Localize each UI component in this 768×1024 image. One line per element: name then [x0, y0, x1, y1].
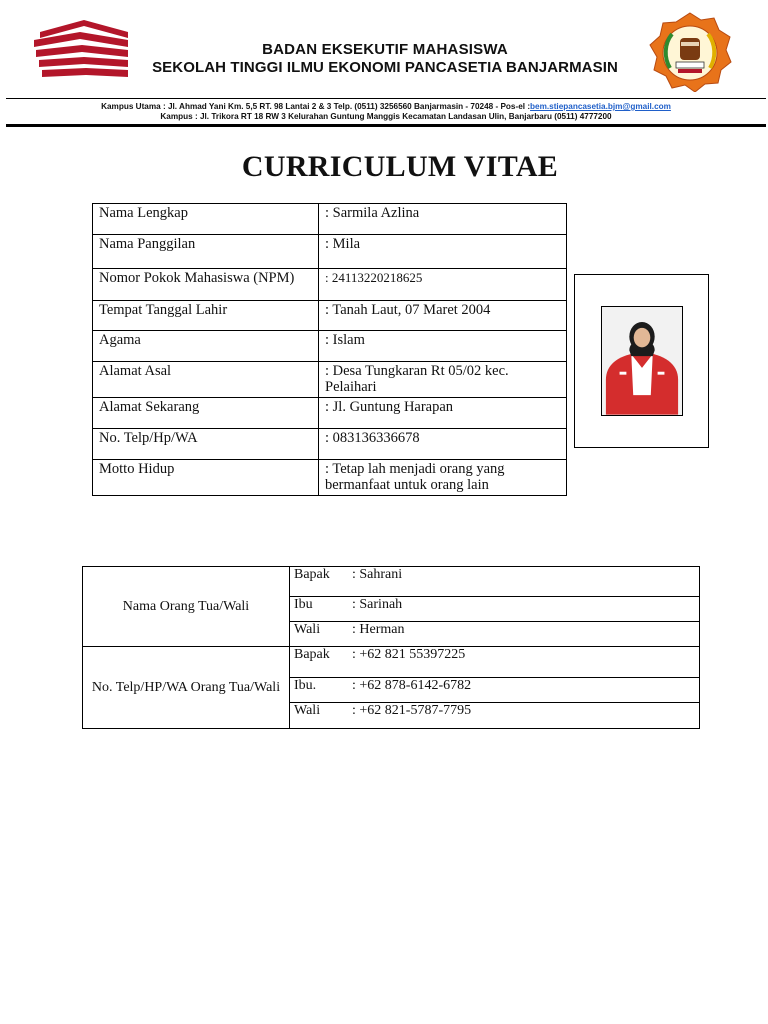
row-value: : Islam	[319, 331, 567, 362]
parent-phone-cell: Wali : +62 821-5787-7795	[290, 703, 700, 729]
address-main-campus	[6, 102, 766, 111]
parents-phones-label: No. Telp/HP/WA Orang Tua/Wali	[83, 647, 290, 729]
table-row	[93, 204, 567, 235]
table-row	[93, 269, 567, 301]
table-row	[83, 567, 700, 597]
parent-phone-cell: Ibu. : +62 878-6142-6782	[290, 678, 700, 703]
bem-building-logo	[30, 18, 132, 80]
table-row	[93, 301, 567, 331]
row-label: Tempat Tanggal Lahir	[93, 301, 319, 331]
value-line-continued: Pelaihari	[325, 379, 377, 395]
row-label: Alamat Asal	[93, 362, 319, 398]
row-value: : Mila	[319, 235, 567, 269]
table-row	[93, 460, 567, 496]
personal-data-table	[92, 203, 567, 496]
row-value: : 083136336678	[319, 429, 567, 460]
table-row	[93, 362, 567, 398]
row-label: Motto Hidup	[93, 460, 319, 496]
address-main-text: Kampus Utama : Jl. Ahmad Yani Km. 5,5 RT. 98 Lantai 2 & 3 Telp. (0511) 3256560 Banjarmasin - 70248 - Pos-el :	[101, 102, 531, 111]
parent-name-cell: Bapak : Sahrani	[290, 567, 700, 597]
parents-table	[82, 566, 700, 729]
parent-name-cell: Ibu : Sarinah	[290, 597, 700, 622]
profile-photo	[601, 306, 683, 416]
parent-name-cell: Wali : Herman	[290, 622, 700, 647]
row-label: No. Telp/Hp/WA	[93, 429, 319, 460]
row-label: Nama Panggilan	[93, 235, 319, 269]
organization-name: BADAN EKSEKUTIF MAHASISWA	[262, 41, 508, 58]
row-label: Alamat Sekarang	[93, 398, 319, 429]
table-row	[93, 235, 567, 269]
value-line: : Desa Tungkaran Rt 05/02 kec.	[325, 363, 509, 379]
header-divider-thin	[6, 98, 766, 99]
address-second-campus: Kampus : Jl. Trikora RT 18 RW 3 Kelurahan Guntung Manggis Kecamatan Landasan Ulin, Banjarbaru (0511) 4777200	[160, 112, 612, 121]
table-row	[83, 647, 700, 678]
table-row	[93, 398, 567, 429]
row-value: : Jl. Guntung Harapan	[319, 398, 567, 429]
row-value: : Sarmila Azlina	[319, 204, 567, 235]
value-line-continued: bermanfaat untuk orang lain	[325, 477, 489, 493]
row-value	[319, 362, 567, 398]
row-value: : Tanah Laut, 07 Maret 2004	[319, 301, 567, 331]
email-link[interactable]: bem.stiepancasetia.bjm@gmail.com	[530, 102, 671, 111]
page-title: CURRICULUM VITAE	[241, 150, 559, 183]
parents-names-label: Nama Orang Tua/Wali	[83, 567, 290, 647]
row-label: Agama	[93, 331, 319, 362]
header-divider-thick	[6, 124, 766, 127]
school-name: SEKOLAH TINGGI ILMU EKONOMI PANCASETIA BANJARMASIN	[152, 59, 618, 76]
value-line: : Tetap lah menjadi orang yang	[325, 461, 505, 477]
row-label: Nama Lengkap	[93, 204, 319, 235]
row-value: : 24113220218625	[319, 269, 567, 301]
parent-phone-cell: Bapak : +62 821 55397225	[290, 647, 700, 678]
table-row	[93, 429, 567, 460]
school-emblem-icon	[648, 12, 732, 92]
row-value	[319, 460, 567, 496]
table-row	[93, 331, 567, 362]
row-label: Nomor Pokok Mahasiswa (NPM)	[93, 269, 319, 301]
